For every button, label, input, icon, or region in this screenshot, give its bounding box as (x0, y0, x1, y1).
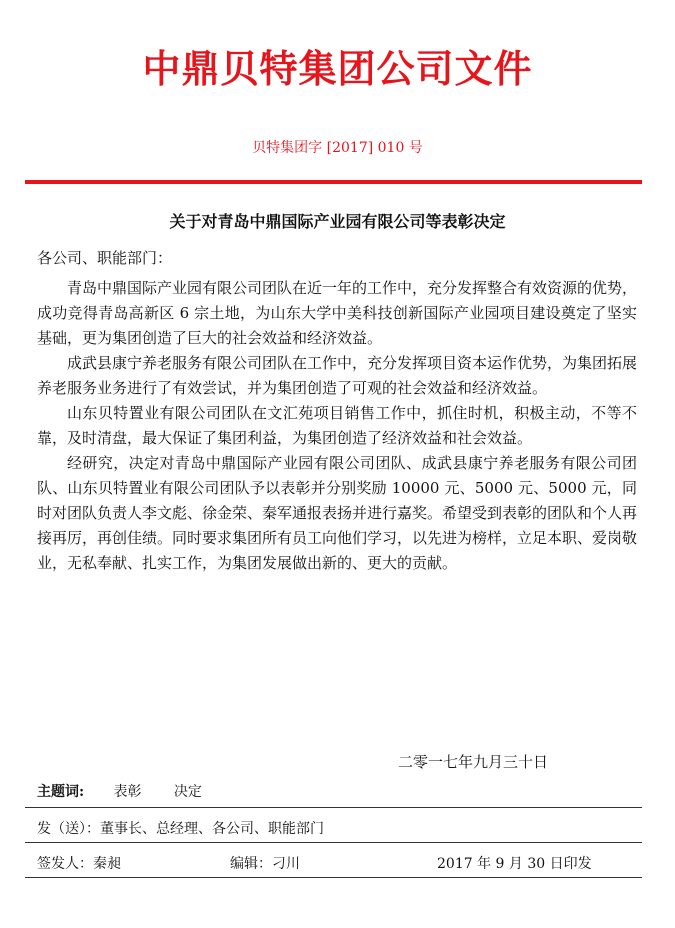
red-divider (25, 180, 642, 184)
footer-divider (25, 877, 642, 878)
subject-label: 主题词: (37, 784, 85, 800)
body-paragraph: 青岛中鼎国际产业园有限公司团队在近一年的工作中，充分发挥整合有效资源的优势，成功竞得青岛高新区 6 宗土地，为山东大学中美科技创新国际产业园项目建设奠定了坚实基础，更为集团创造了巨大的社会效益和经济效益。 (37, 279, 638, 347)
body-paragraph: 经研究，决定对青岛中鼎国际产业园有限公司团队、成武县康宁养老服务有限公司团队、山东贝特置业有限公司团队予以表彰并分别奖励 10000 元、5000 元、5000 元，同时对团队负责人李文彪、徐金荣、秦军通报表扬并进行嘉奖。希望受到表彰的团队和个人再接再厉，再创佳绩。同时要求集团所有员工向他们学习，以先进为榜样，立足本职、爱岗敬业，无私奉献、扎实工作，为集团发展做出新的、更大的贡献。 (37, 454, 638, 572)
document-date: 二零一七年九月三十日 (398, 753, 549, 771)
subject-keyword: 表彰 (113, 784, 142, 800)
issue-date: 2017 年 9 月 30 日印发 (437, 856, 592, 872)
editor: 编辑：刁川 (230, 856, 300, 872)
signer: 签发人：秦昶 (37, 856, 121, 872)
addressee: 各公司、职能部门： (37, 249, 173, 267)
footer-divider (25, 842, 642, 843)
document-title: 关于对青岛中鼎国际产业园有限公司等表彰决定 (169, 212, 506, 231)
document-number: 贝特集团字 [2017] 010 号 (252, 140, 423, 156)
body-paragraph: 山东贝特置业有限公司团队在文汇苑项目销售工作中，抓住时机，积极主动，不等不靠，及时清盘，最大保证了集团利益，为集团创造了经济效益和社会效益。 (37, 404, 637, 447)
subject-keyword: 决定 (173, 784, 202, 800)
body-paragraph: 成武县康宁养老服务有限公司团队在工作中，充分发挥项目资本运作优势，为集团拓展养老服务业务进行了有效尝试，并为集团创造了可观的社会效益和经济效益。 (37, 354, 638, 397)
masthead-title: 中鼎贝特集团公司文件 (142, 46, 533, 91)
distribution-line: 发（送）：董事长、总经理、各公司、职能部门 (37, 821, 324, 837)
document-body (37, 276, 637, 576)
footer-divider (25, 807, 642, 808)
subject-keywords-row (37, 781, 230, 801)
